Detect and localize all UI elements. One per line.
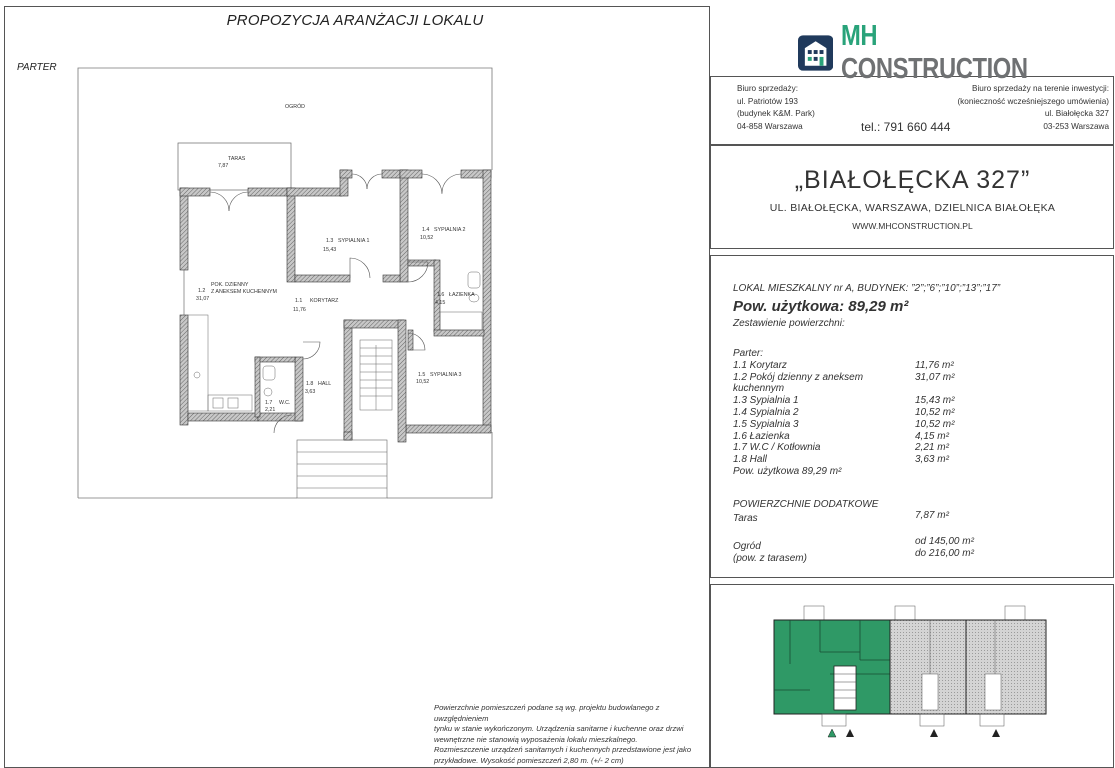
- plan-r17-area: 2,21: [265, 407, 276, 413]
- entry-arrow-highlighted: [828, 729, 836, 737]
- brand-name: MH CONSTRUCTION: [841, 20, 1028, 85]
- entry-arrow: [930, 729, 938, 737]
- project-website: WWW.MHCONSTRUCTION.PL: [852, 221, 973, 231]
- project-address: UL. BIAŁOŁĘCKA, WARSZAWA, DZIELNICA BIAŁOŁĘKA: [769, 202, 1056, 214]
- entry-arrow: [846, 729, 854, 737]
- disclaimer-note: Powierzchnie pomieszczeń podane są wg. projektu budowlanego z uwzględnieniem tynku w stanie wykończonym. Urządzenia sanitarne i kuchenne oraz drzwi wewnętrzne nie stanowią wyposażenia lokalu mieszkalnego. Rozmieszczenie urządzeń sanitarnych i kuchennych przedstawione jest jako przykładowe. Wysokość pomieszczeń 2,80 m. (+/- 2 cm): [434, 703, 692, 765]
- plan-r18-name: HALL: [318, 381, 332, 387]
- unit-area-heading: Pow. użytkowa: 89,29 m²: [733, 298, 909, 315]
- plan-r17-name: W.C.: [279, 400, 291, 406]
- plan-r16-num: 1.6: [437, 292, 445, 298]
- plan-r11-num: 1.1: [295, 298, 303, 304]
- garden-label: Ogród: [733, 541, 761, 552]
- entry-steps: [297, 440, 387, 498]
- plan-garden-label: OGRÓD: [285, 104, 306, 110]
- plan-r15-name: SYPIALNIA 3: [430, 372, 462, 378]
- plan-r13-num: 1.3: [326, 238, 334, 244]
- plan-r11-name: KORYTARZ: [310, 298, 339, 304]
- staircase: [360, 340, 392, 410]
- highlighted-unit: [774, 620, 890, 714]
- plan-r18-area: 3,63: [305, 389, 316, 395]
- floor-label-table: Parter:: [733, 348, 764, 359]
- entry-arrow: [992, 729, 1000, 737]
- extra-heading: POWIERZCHNIE DODATKOWE: [733, 499, 879, 510]
- plan-r16-area: 4,15: [435, 300, 446, 306]
- building-logo-icon: [798, 35, 833, 71]
- room-table: Parter: 1.1 Korytarz 11,76 m² 1.2 Pokój dzienny z aneksem kuchennym 31,07 m² 1.3 Sypialnia 1 15,43 m² 1.4 Sypialnia 2 10,52 m² 1.5 Sypialnia 3 10,52 m² 1.6 Łazienka 4,15 m² 1.7 W.C / Kotłownia 2,21 m² 1.8 Hall 3,63 m² Pow. użytkowa 89,29 m²: [733, 348, 1033, 478]
- unit-heading: LOKAL MIESZKALNY nr A, BUDYNEK: ”2”;”6”;”10”;”13”;”17”: [733, 283, 1001, 294]
- plan-r15-area: 10,52: [416, 379, 430, 385]
- plan-r14-num: 1.4: [422, 227, 430, 233]
- total-area: Pow. użytkowa 89,29 m²: [733, 465, 842, 477]
- project-name: „BIAŁOŁĘCKA 327”: [794, 166, 1031, 194]
- terrace: [178, 143, 291, 190]
- plan-terrace-label: TARAS: [228, 156, 246, 162]
- garden-sub: (pow. z tarasem): [733, 553, 807, 564]
- floor-label: PARTER: [17, 62, 57, 73]
- plan-r12-name2: Z ANEKSEM KUCHENNYM: [211, 289, 277, 295]
- plan-r17-num: 1.7: [265, 400, 273, 406]
- plan-r15-num: 1.5: [418, 372, 426, 378]
- project-frame: [710, 145, 1114, 249]
- terrace-area: 7,87 m²: [915, 510, 949, 521]
- summary-label: Zestawienie powierzchni:: [733, 318, 845, 329]
- garden-outline: [78, 68, 492, 498]
- plan-r13-name: SYPIALNIA 1: [338, 238, 370, 244]
- plan-r12-num: 1.2: [198, 288, 206, 294]
- plan-r12-area: 31,07: [196, 296, 210, 302]
- plan-terrace-area: 7,87: [218, 163, 229, 169]
- plan-r14-area: 10,52: [420, 235, 434, 241]
- page-title: PROPOZYCJA ARANŻACJI LOKALU: [226, 12, 484, 29]
- plan-r18-num: 1.8: [306, 381, 314, 387]
- site-plan: [770, 604, 1060, 744]
- plan-r11-area: 11,76: [293, 307, 306, 313]
- exterior-walls: [180, 170, 491, 442]
- kitchen: [188, 315, 252, 411]
- onsite-office: Biuro sprzedaży na terenie inwestycji: (konieczność wcześniejszego umówienia) ul. Białołęcka 327 03-253 Warszawa: [957, 84, 1109, 131]
- plan-r12-name: POK. DZIENNY: [211, 282, 249, 288]
- plan-r14-name: SYPIALNIA 2: [434, 227, 466, 233]
- phone-number: tel.: 791 660 444: [861, 120, 951, 134]
- garden-to: do 216,00 m²: [915, 548, 974, 559]
- sales-office: Biuro sprzedaży: ul. Patriotów 193 (budynek K&M. Park) 04-858 Warszawa: [737, 84, 815, 131]
- terrace-label: Taras: [733, 513, 758, 524]
- plan-r16-name: ŁAZIENKA: [449, 292, 475, 298]
- plan-r13-area: 15,43: [323, 247, 337, 253]
- brand-logo: [798, 20, 1115, 86]
- garden-from: od 145,00 m²: [915, 536, 974, 547]
